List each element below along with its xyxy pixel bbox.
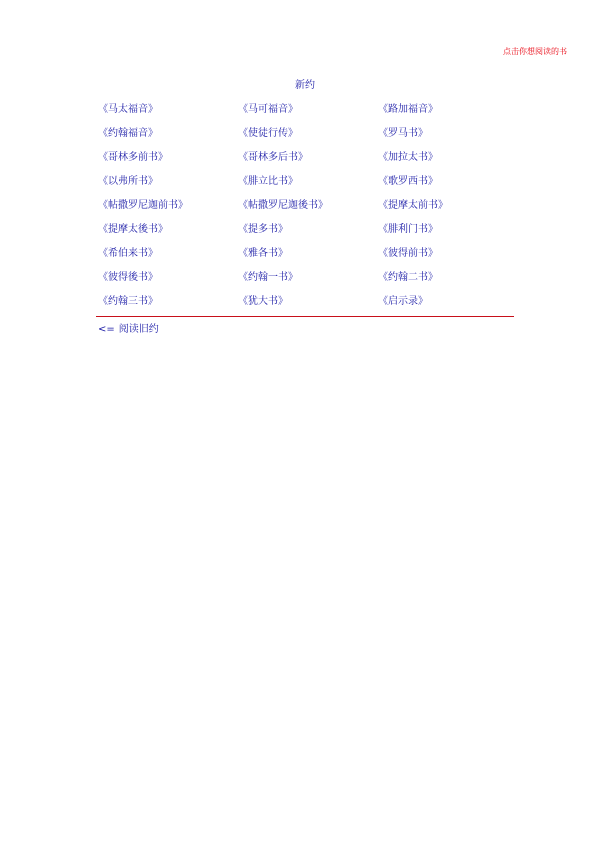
book-link-mark[interactable]: 《马可福音》	[238, 104, 298, 115]
book-link-3-john[interactable]: 《约翰三书》	[98, 296, 158, 307]
back-arrow-icon: <=	[98, 324, 115, 335]
divider-line	[96, 316, 514, 317]
page-title: 新约	[295, 80, 315, 91]
book-link-ephesians[interactable]: 《以弗所书》	[98, 176, 158, 187]
book-link-2-timothy[interactable]: 《提摩太後书》	[98, 224, 168, 235]
book-link-titus[interactable]: 《提多书》	[238, 224, 288, 235]
book-link-1-thessalonians[interactable]: 《帖撒罗尼迦前书》	[98, 200, 188, 211]
book-grid	[98, 104, 518, 320]
book-link-1-peter[interactable]: 《彼得前书》	[378, 248, 438, 259]
book-link-luke[interactable]: 《路加福音》	[378, 104, 438, 115]
book-link-acts[interactable]: 《使徒行传》	[238, 128, 298, 139]
book-link-galatians[interactable]: 《加拉太书》	[378, 152, 438, 163]
book-link-james[interactable]: 《雅各书》	[238, 248, 288, 259]
old-testament-label: 阅读旧约	[118, 324, 159, 335]
book-link-hebrews[interactable]: 《希伯来书》	[98, 248, 158, 259]
book-link-1-corinthians[interactable]: 《哥林多前书》	[98, 152, 168, 163]
book-link-john[interactable]: 《约翰福音》	[98, 128, 158, 139]
book-link-revelation[interactable]: 《启示录》	[378, 296, 428, 307]
book-link-1-john[interactable]: 《约翰一书》	[238, 272, 298, 283]
book-link-philemon[interactable]: 《腓利门书》	[378, 224, 438, 235]
book-link-matthew[interactable]: 《马太福音》	[98, 104, 158, 115]
book-link-2-thessalonians[interactable]: 《帖撒罗尼迦後书》	[238, 200, 328, 211]
instruction-hint: 点击你想阅读的书	[503, 47, 567, 56]
book-link-2-john[interactable]: 《约翰二书》	[378, 272, 438, 283]
book-link-2-corinthians[interactable]: 《哥林多后书》	[238, 152, 308, 163]
book-link-colossians[interactable]: 《歌罗西书》	[378, 176, 438, 187]
book-link-2-peter[interactable]: 《彼得後书》	[98, 272, 158, 283]
book-link-jude[interactable]: 《犹大书》	[238, 296, 288, 307]
book-link-romans[interactable]: 《罗马书》	[378, 128, 428, 139]
book-link-1-timothy[interactable]: 《提摩太前书》	[378, 200, 448, 211]
book-link-philippians[interactable]: 《腓立比书》	[238, 176, 298, 187]
old-testament-link[interactable]	[98, 320, 159, 335]
